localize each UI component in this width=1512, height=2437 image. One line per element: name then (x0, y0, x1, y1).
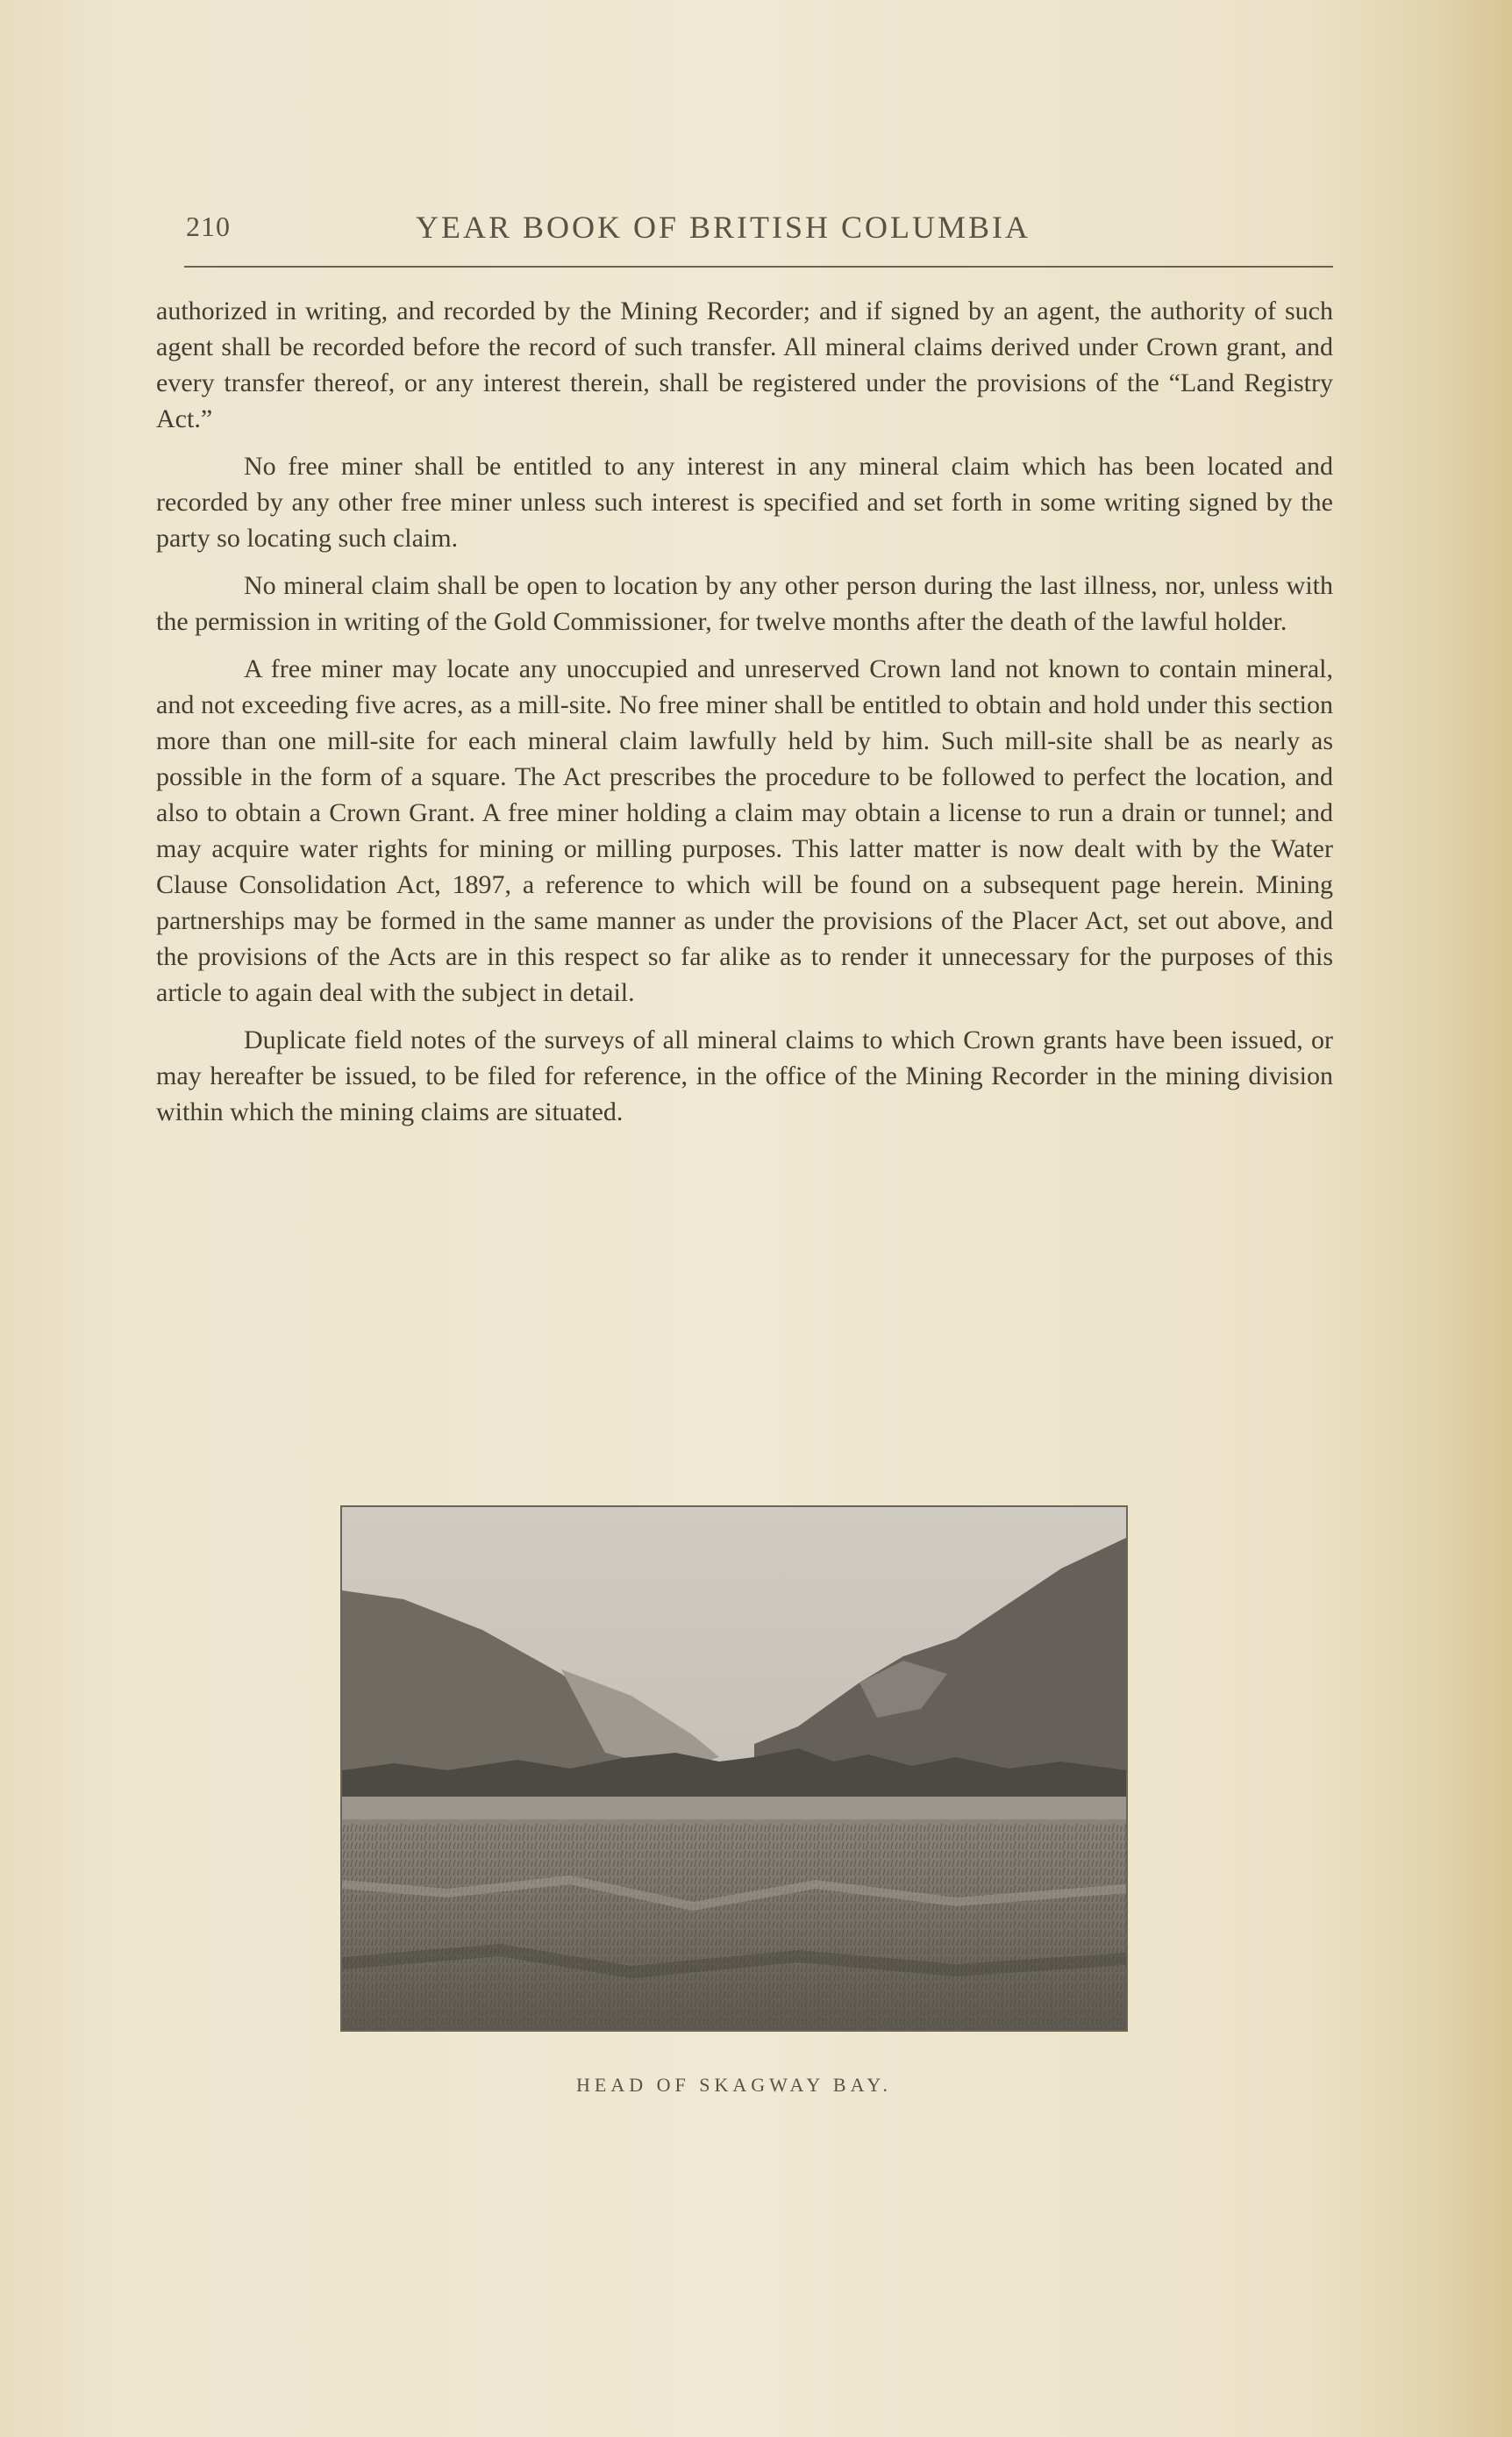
paragraph-1: authorized in writing, and recorded by the Mining Recorder; and if signed by an agent, the authority of such agent shall be recorded before the record of such transfer. All mineral claims derived under Crown grant, and every transfer thereof, or any interest therein, shall be registered under the provisions of the “Land Registry Act.” (156, 297, 1333, 433)
paragraph-4: A free miner may locate any unoccupied and unreserved Crown land not known to contain mineral, and not exceeding five acres, as a mill-site. No free miner shall be entitled to obtain and hold under this section more than one mill-site for each mineral claim lawfully held by him. Such mill-site shall be as nearly as possible in the form of a square. The Act prescribes the procedure to be followed to perfect the location, and also to obtain a Crown Grant. A free miner holding a claim may obtain a license to run a drain or tunnel; and may acquire water rights for mining or milling purposes. This latter matter is now dealt with by the Water Clause Consolidation Act, 1897, a reference to which will be found on a subsequent page herein. Mining partnerships may be formed in the same manner as under the provisions of the Placer Act, set out above, and the provisions of the Acts are in this respect so far alike as to render it unnecessary for the purposes of this article to again deal with the subject in detail. (156, 654, 1333, 1007)
paragraph-2: No free miner shall be entitled to any interest in any mineral claim which has been located and recorded by any other free miner unless such interest is specified and set forth in some writing signed by the party so locating such claim. (156, 452, 1333, 553)
meadow-grass (342, 1823, 1126, 2030)
landscape-photograph (340, 1505, 1128, 2032)
book-title: YEAR BOOK OF BRITISH COLUMBIA (416, 210, 1031, 245)
header-rule (184, 266, 1333, 268)
paragraph-5: Duplicate field notes of the surveys of all mineral claims to which Crown grants have been issued, or may hereafter be issued, to be filed for reference, in the office of the Mining Recorder in the mining division within which the mining claims are situated. (156, 1026, 1333, 1126)
body-text (156, 293, 1333, 1141)
mountain-valley-illustration (342, 1507, 1126, 2030)
figure-caption: HEAD OF SKAGWAY BAY. (576, 2074, 892, 2096)
page-number: 210 (186, 211, 231, 242)
running-head (184, 209, 1333, 261)
flat-water (342, 1797, 1126, 1819)
paragraph-3: No mineral claim shall be open to location by any other person during the last illness, nor, unless with the permission in writing of the Gold Commissioner, for twelve months after the death of the lawful holder. (156, 571, 1333, 636)
